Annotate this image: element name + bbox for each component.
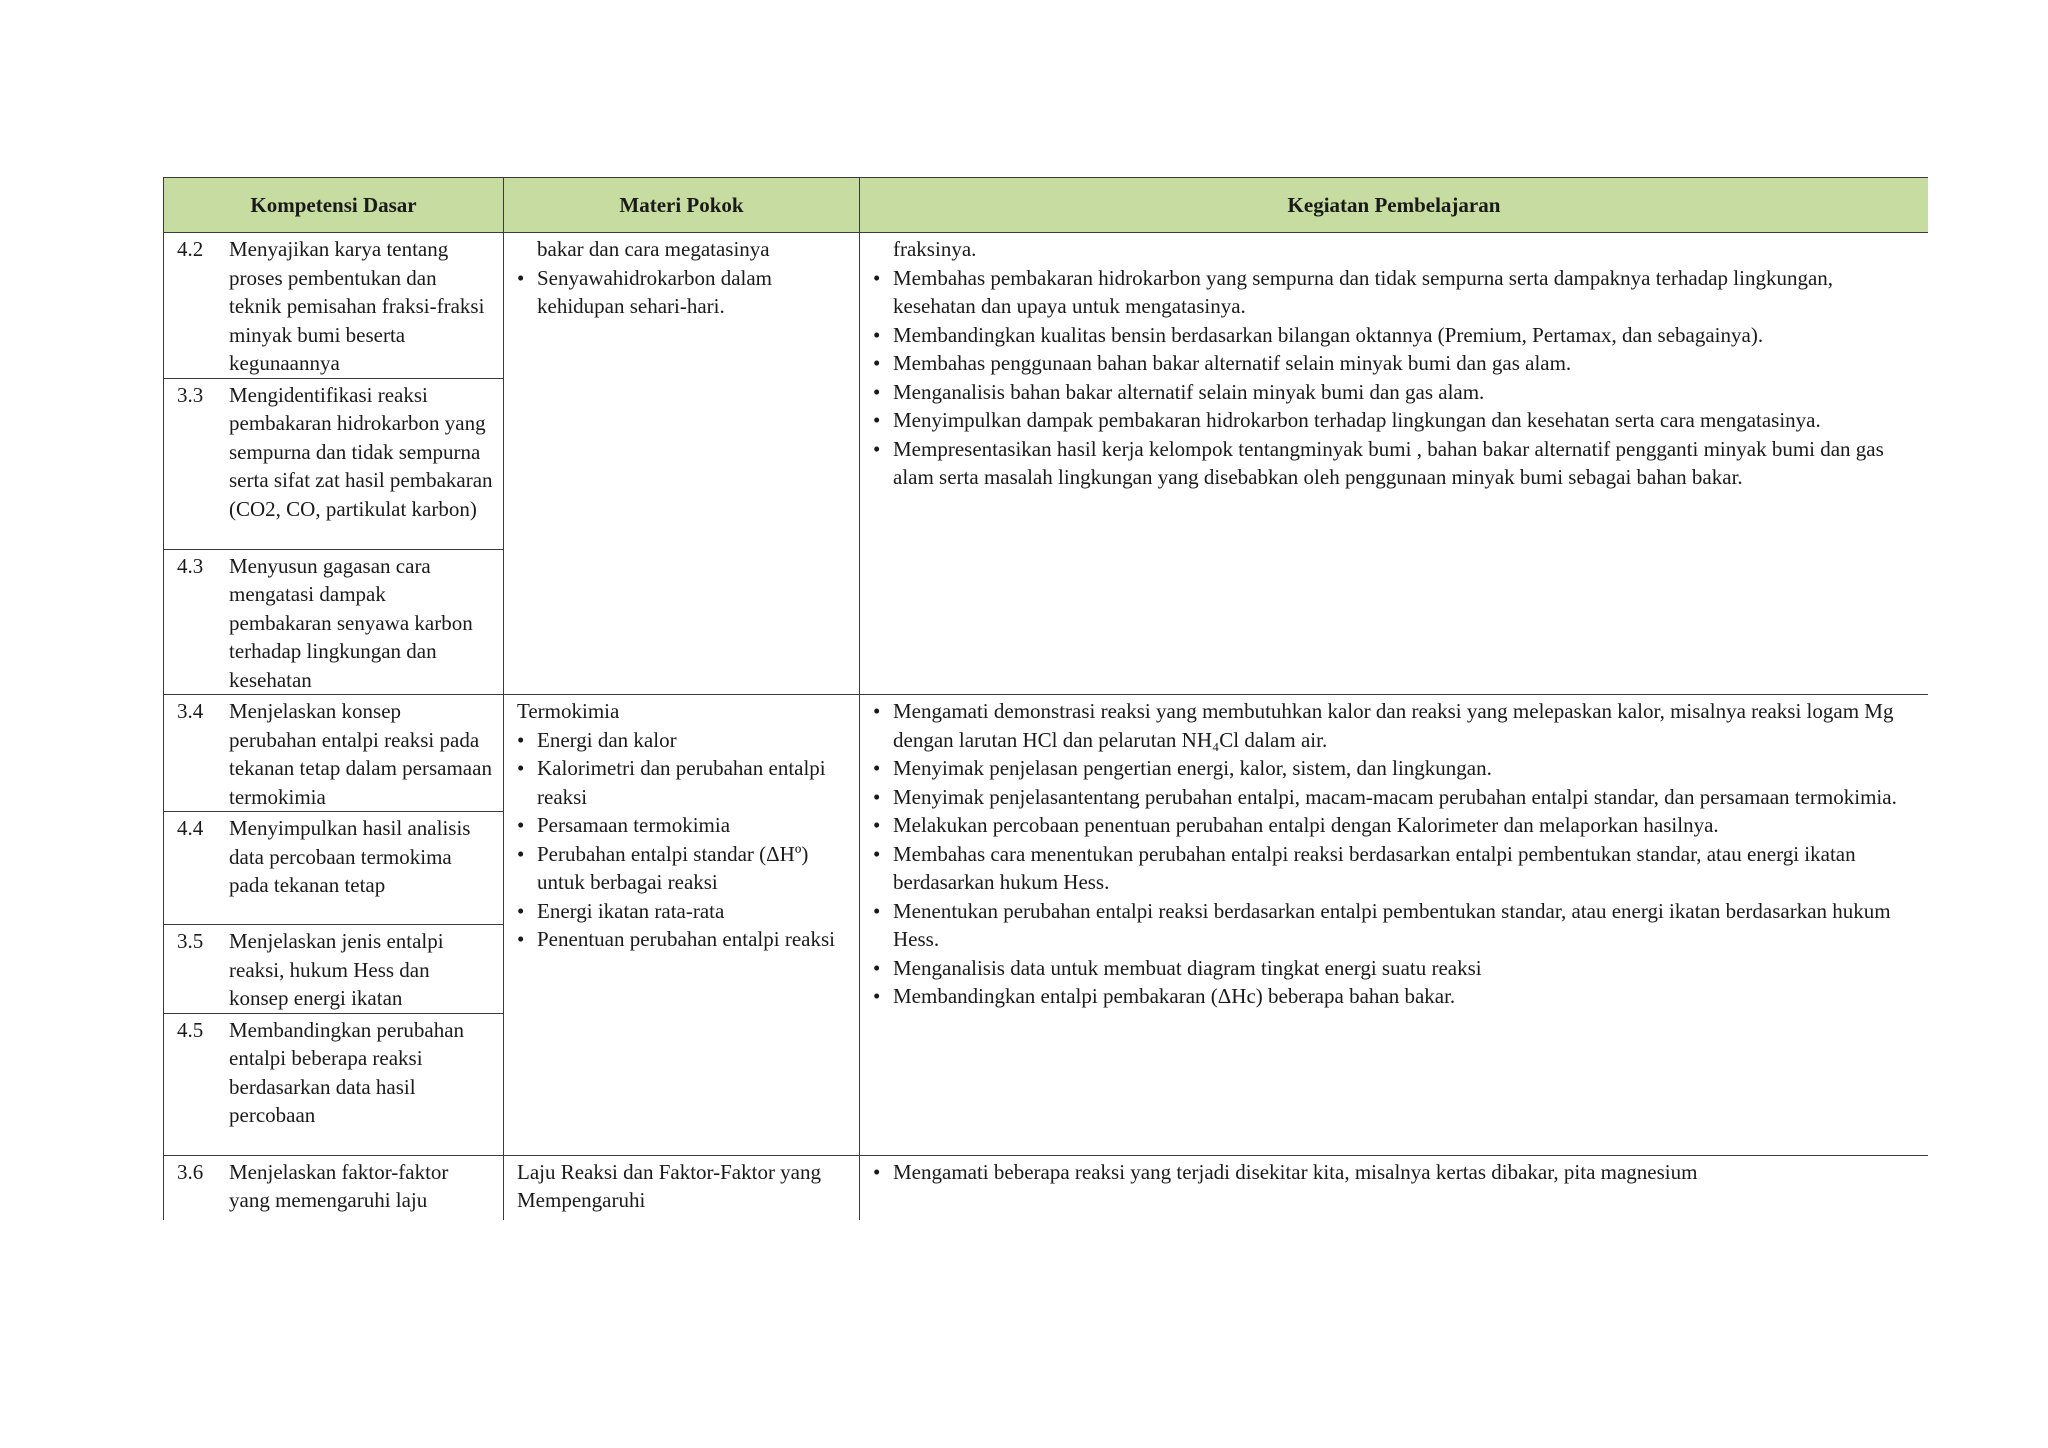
bullet-icon: • bbox=[517, 756, 525, 780]
list-item bbox=[517, 726, 851, 755]
kg-cell bbox=[860, 233, 1929, 695]
kd-cell bbox=[164, 925, 504, 1014]
bullet-icon: • bbox=[517, 813, 525, 837]
kd-item bbox=[177, 1158, 493, 1215]
mp-list bbox=[517, 264, 851, 321]
kd-item bbox=[177, 697, 493, 811]
mp-title: Termokimia bbox=[517, 699, 620, 723]
kg-cell bbox=[860, 1155, 1929, 1220]
mp-cell bbox=[504, 1155, 860, 1220]
bullet-icon: • bbox=[873, 898, 881, 923]
list-item bbox=[873, 954, 1910, 983]
kd-text: Mengidentifikasi reaksi pembakaran hidrokarbon yang sempurna dan tidak sempurna serta sifat zat hasil pembakaran (CO2, CO, partikulat karbon) bbox=[229, 382, 493, 521]
kd-number: 3.4 bbox=[177, 699, 204, 723]
kd-number: 3.3 bbox=[177, 382, 204, 407]
kg-item: Menentukan perubahan entalpi reaksi berdasarkan entalpi pembentukan standar, atau energi ikatan berdasarkan hukum Hess. bbox=[893, 898, 1891, 951]
kg-item: Membandingkan entalpi pembakaran (ΔHc) beberapa bahan bakar. bbox=[893, 984, 1456, 1008]
bullet-icon: • bbox=[873, 1159, 881, 1184]
bullet-icon: • bbox=[873, 841, 881, 866]
bullet-icon: • bbox=[517, 841, 525, 866]
kd-item bbox=[177, 814, 493, 900]
list-item bbox=[873, 982, 1910, 1011]
table-row bbox=[164, 233, 1929, 379]
mp-cell bbox=[504, 695, 860, 1156]
list-item bbox=[873, 378, 1910, 407]
list-item bbox=[873, 783, 1910, 812]
header-kompetensi-dasar: Kompetensi Dasar bbox=[164, 178, 504, 233]
list-item bbox=[517, 264, 851, 321]
mp-item: Energi dan kalor bbox=[537, 727, 677, 752]
kg-item: Melakukan percobaan penentuan perubahan entalpi dengan Kalorimeter dan melaporkan hasilnya. bbox=[893, 813, 1719, 837]
bullet-icon: • bbox=[873, 379, 881, 404]
kd-item bbox=[177, 381, 493, 524]
kd-number: 4.3 bbox=[177, 553, 204, 578]
mp-item: Penentuan perubahan entalpi reaksi bbox=[537, 927, 835, 951]
list-item bbox=[873, 840, 1910, 897]
list-item bbox=[873, 697, 1910, 754]
kd-cell bbox=[164, 812, 504, 925]
list-item bbox=[873, 1158, 1910, 1187]
kg-continuation: fraksinya. bbox=[893, 237, 977, 261]
list-item bbox=[873, 349, 1910, 378]
kd-number: 4.5 bbox=[177, 1017, 204, 1042]
kd-text: Membandingkan perubahan entalpi beberapa reaksi berdasarkan data hasil percobaan bbox=[229, 1017, 465, 1127]
kg-item: Mengamati beberapa reaksi yang terjadi disekitar kita, misalnya kertas dibakar, pita magnesium bbox=[893, 1159, 1698, 1184]
bullet-icon: • bbox=[873, 955, 881, 980]
bullet-icon: • bbox=[873, 813, 881, 837]
bullet-icon: • bbox=[873, 984, 881, 1008]
kg-cell bbox=[860, 695, 1929, 1156]
kd-item bbox=[177, 552, 493, 695]
bullet-icon: • bbox=[873, 408, 881, 432]
kd-text: Menyajikan karya tentang proses pembentukan dan teknik pemisahan fraksi-fraksi minyak bumi beserta kegunaannya bbox=[229, 237, 485, 375]
bullet-icon: • bbox=[873, 351, 881, 375]
kg-item: Menyimak penjelasan pengertian energi, kalor, sistem, dan lingkungan. bbox=[893, 756, 1492, 780]
kd-item bbox=[177, 1016, 493, 1130]
kd-text: Menyusun gagasan cara mengatasi dampak pembakaran senyawa karbon terhadap lingkungan dan kesehatan bbox=[229, 553, 473, 692]
list-item bbox=[873, 435, 1910, 492]
kg-list bbox=[873, 1158, 1910, 1187]
table-row bbox=[164, 1155, 1929, 1220]
kd-cell bbox=[164, 1155, 504, 1220]
kd-item bbox=[177, 235, 493, 378]
bullet-icon: • bbox=[517, 727, 525, 752]
bullet-icon: • bbox=[873, 265, 881, 290]
kg-list bbox=[873, 264, 1910, 492]
kg-item: Membahas penggunaan bahan bakar alternatif selain minyak bumi dan gas alam. bbox=[893, 351, 1572, 375]
mp-item: Senyawahidrokarbon dalam kehidupan sehari-hari. bbox=[537, 265, 773, 318]
header-materi-pokok: Materi Pokok bbox=[504, 178, 860, 233]
list-item bbox=[517, 925, 851, 954]
kg-item: Menyimak penjelasantentang perubahan entalpi, macam-macam perubahan entalpi standar, dan persamaan termokimia. bbox=[893, 784, 1897, 809]
kd-cell bbox=[164, 233, 504, 379]
kg-item: Menyimpulkan dampak pembakaran hidrokarbon terhadap lingkungan dan kesehatan serta cara mengatasinya. bbox=[893, 408, 1821, 432]
kd-number: 3.6 bbox=[177, 1159, 204, 1184]
bullet-icon: • bbox=[873, 784, 881, 809]
mp-title: Laju Reaksi dan Faktor-Faktor yang Mempengaruhi bbox=[517, 1159, 822, 1212]
kd-number: 4.4 bbox=[177, 816, 204, 840]
kg-item: Membahas cara menentukan perubahan entalpi reaksi berdasarkan entalpi pembentukan standar, atau energi ikatan berdasarkan hukum Hess. bbox=[893, 841, 1856, 894]
list-item bbox=[873, 811, 1910, 840]
mp-item: Persamaan termokimia bbox=[537, 813, 731, 837]
bullet-icon: • bbox=[517, 898, 525, 923]
list-item bbox=[517, 811, 851, 840]
bullet-icon: • bbox=[517, 265, 525, 290]
mp-list bbox=[517, 726, 851, 954]
bullet-icon: • bbox=[873, 756, 881, 780]
list-item bbox=[873, 264, 1910, 321]
kd-number: 3.5 bbox=[177, 929, 204, 953]
kg-list bbox=[873, 697, 1910, 1011]
kg-item: Menganalisis data untuk membuat diagram tingkat energi suatu reaksi bbox=[893, 955, 1482, 980]
bullet-icon: • bbox=[873, 436, 881, 461]
kd-text: Menjelaskan konsep perubahan entalpi reaksi pada tekanan tetap dalam persamaan termokimia bbox=[229, 699, 492, 809]
bullet-icon: • bbox=[517, 927, 525, 951]
kg-item: Menganalisis bahan bakar alternatif selain minyak bumi dan gas alam. bbox=[893, 379, 1485, 404]
kd-text: Menjelaskan jenis entalpi reaksi, hukum Hess dan konsep energi ikatan bbox=[229, 929, 444, 1010]
kd-text: Menyimpulkan hasil analisis data percobaan termokima pada tekanan tetap bbox=[229, 816, 471, 897]
header-kegiatan-pembelajaran: Kegiatan Pembelajaran bbox=[860, 178, 1929, 233]
mp-item: Kalorimetri dan perubahan entalpi reaksi bbox=[537, 756, 826, 809]
syllabus-table bbox=[163, 177, 1928, 1220]
bullet-icon: • bbox=[873, 322, 881, 347]
mp-item: Perubahan entalpi standar (ΔHº) untuk berbagai reaksi bbox=[537, 841, 809, 894]
kd-cell bbox=[164, 695, 504, 812]
kd-cell bbox=[164, 549, 504, 695]
list-item bbox=[517, 840, 851, 897]
mp-continuation: bakar dan cara megatasinya bbox=[537, 237, 770, 261]
list-item bbox=[873, 754, 1910, 783]
kd-text: Menjelaskan faktor-faktor yang memengaruhi laju bbox=[229, 1159, 449, 1212]
table-row bbox=[164, 695, 1929, 812]
list-item bbox=[873, 406, 1910, 435]
kd-cell bbox=[164, 1013, 504, 1155]
kg-item: Membahas pembakaran hidrokarbon yang sempurna dan tidak sempurna serta dampaknya terhadap lingkungan, kesehatan dan upaya untuk mengatasinya. bbox=[893, 265, 1834, 318]
header-row bbox=[164, 178, 1929, 233]
kg-item: Mengamati demonstrasi reaksi yang membutuhkan kalor dan reaksi yang melepaskan kalor, misalnya reaksi logam Mg dengan larutan HCl dan pelarutan NH₄Cl dalam air. bbox=[893, 699, 1894, 752]
kd-cell bbox=[164, 378, 504, 549]
list-item bbox=[517, 897, 851, 926]
kd-number: 4.2 bbox=[177, 237, 204, 261]
curriculum-sheet bbox=[163, 177, 1928, 1257]
list-item bbox=[873, 897, 1910, 954]
list-item bbox=[517, 754, 851, 811]
kd-item bbox=[177, 927, 493, 1013]
kg-item: Membandingkan kualitas bensin berdasarkan bilangan oktannya (Premium, Pertamax, dan sebagainya). bbox=[893, 322, 1764, 347]
kg-item: Mempresentasikan hasil kerja kelompok tentangminyak bumi , bahan bakar alternatif pengganti minyak bumi dan gas alam serta masalah lingkungan yang disebabkan oleh penggunaan minyak bumi sebagai bahan bakar. bbox=[893, 436, 1884, 489]
bullet-icon: • bbox=[873, 699, 881, 723]
list-item bbox=[873, 321, 1910, 350]
mp-item: Energi ikatan rata-rata bbox=[537, 898, 725, 923]
mp-cell bbox=[504, 233, 860, 695]
